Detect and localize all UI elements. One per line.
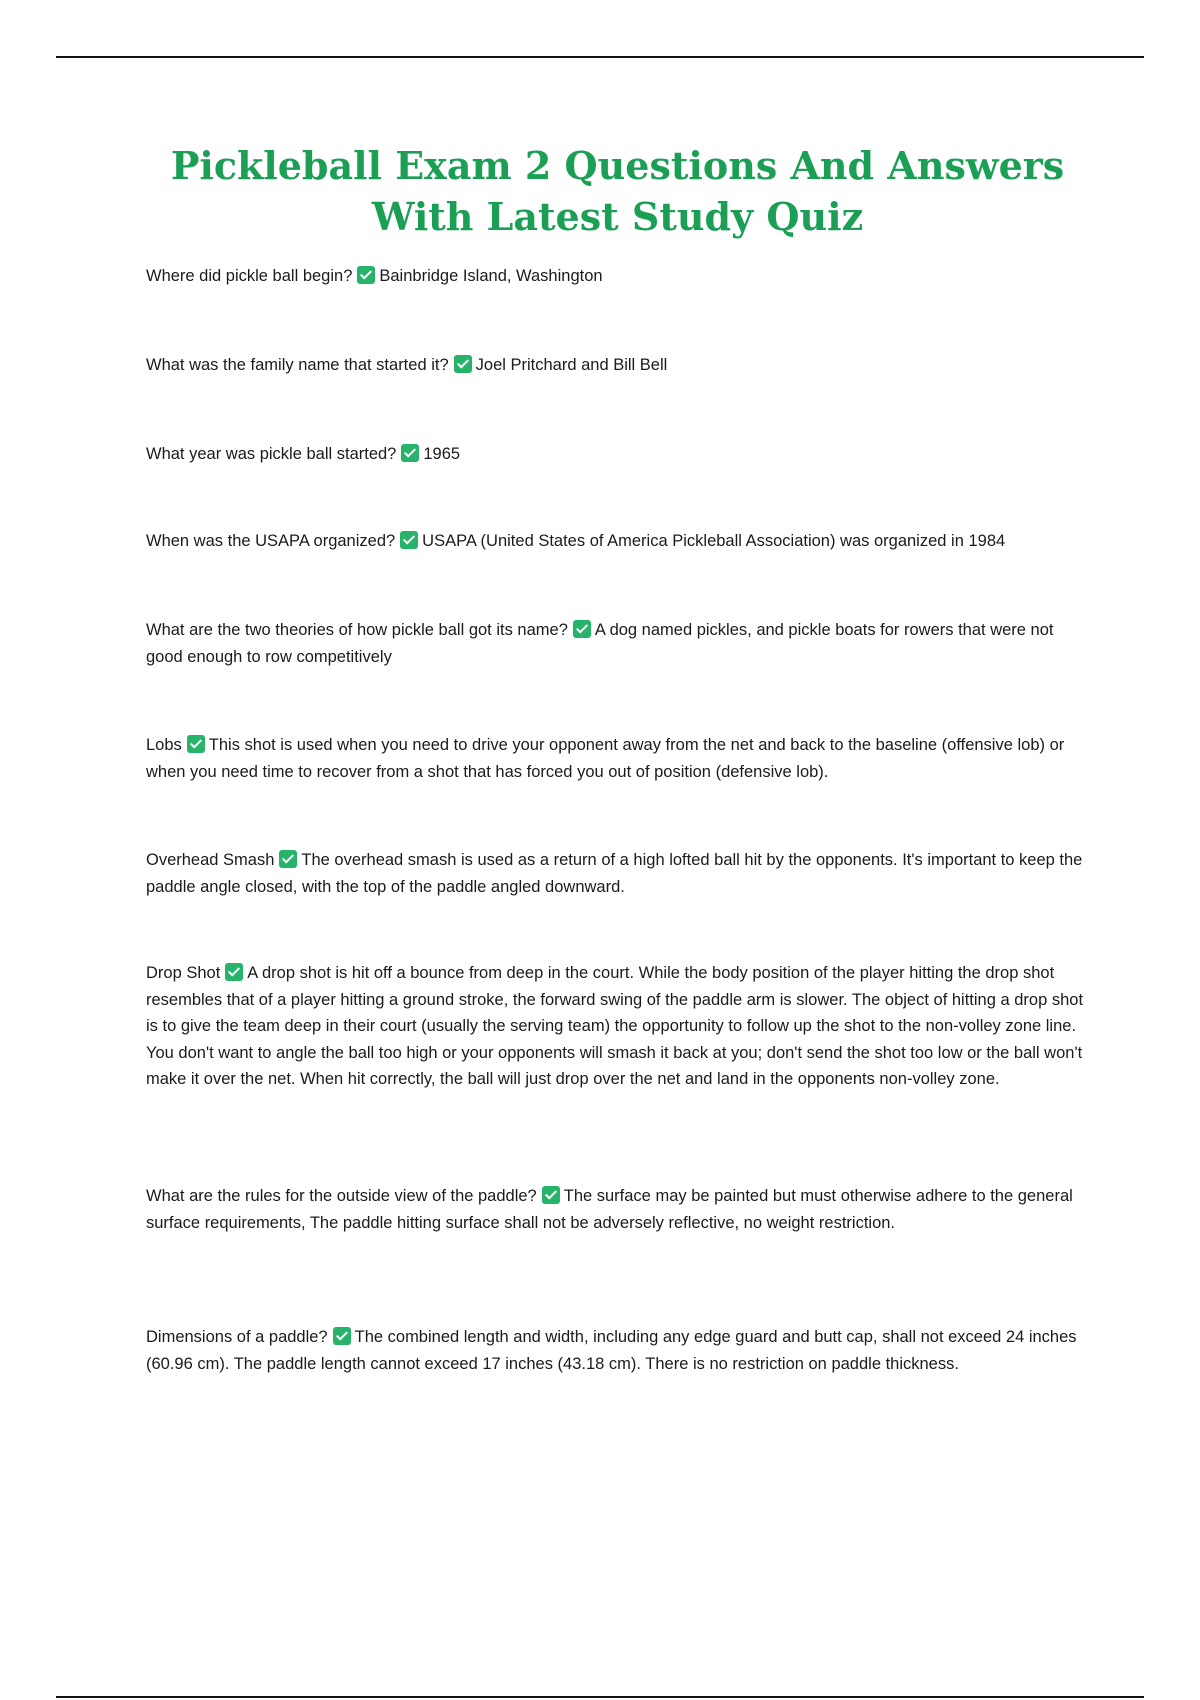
question-text: Drop Shot [146,964,221,982]
check-mark-icon [454,355,472,373]
qa-item-2 [146,352,1091,379]
check-mark-icon [225,963,243,981]
question-text: Lobs [146,736,182,754]
qa-item-5 [146,617,1091,670]
answer-text: Joel Pritchard and Bill Bell [475,356,668,374]
check-mark-icon [279,850,297,868]
document-title: Pickleball Exam 2 Questions And Answers With Latest Study Quiz [170,143,1065,239]
answer-text: A dog named pickles, and pickle boats for rowers that were not good enough to row competitively [146,621,1054,666]
question-text: When was the USAPA organized? [146,532,396,550]
question-text: What year was pickle ball started? [146,445,397,463]
answer-text: The surface may be painted but must otherwise adhere to the general surface requirements, The paddle hitting surface shall not be adversely reflective, no weight restriction. [146,1187,1073,1232]
question-text: Dimensions of a paddle? [146,1328,328,1346]
qa-item-6 [146,732,1091,785]
qa-item-4 [146,528,1091,555]
qa-item-9 [146,1183,1091,1236]
answer-text: The overhead smash is used as a return of a high lofted ball hit by the opponents. It's important to keep the paddle angle closed, with the top of the paddle angled downward. [146,851,1083,896]
qa-item-7 [146,847,1091,900]
check-mark-icon [357,266,375,284]
top-divider [56,56,1144,58]
answer-text: The combined length and width, including any edge guard and butt cap, shall not exceed 24 inches (60.96 cm). The paddle length cannot exceed 17 inches (43.18 cm). There is no restriction on paddle thickness. [146,1328,1077,1373]
question-text: What was the family name that started it? [146,356,449,374]
check-mark-icon [573,620,591,638]
answer-text: Bainbridge Island, Washington [379,267,603,285]
check-mark-icon [187,735,205,753]
question-text: What are the two theories of how pickle ball got its name? [146,621,568,639]
check-mark-icon [333,1327,351,1345]
question-text: What are the rules for the outside view of the paddle? [146,1187,537,1205]
check-mark-icon [401,444,419,462]
bottom-divider [56,1696,1144,1698]
qa-item-8 [146,960,1091,1093]
answer-text: This shot is used when you need to drive your opponent away from the net and back to the baseline (offensive lob) or when you need time to recover from a shot that has forced you out of position (defensive lob). [146,736,1065,781]
qa-item-10 [146,1324,1091,1377]
question-text: Where did pickle ball begin? [146,267,353,285]
qa-item-3 [146,441,1091,468]
qa-item-1 [146,263,1091,290]
check-mark-icon [542,1186,560,1204]
question-text: Overhead Smash [146,851,275,869]
answer-text: A drop shot is hit off a bounce from deep in the court. While the body position of the player hitting the drop shot resembles that of a player hitting a ground stroke, the forward swing of the paddle arm is slower. The object of hitting a drop shot is to give the team deep in their court (usually the serving team) the opportunity to follow up the shot to the non-volley zone line. You don't want to angle the ball too high or your opponents will smash it back at you; don't send the shot too low or the ball won't make it over the net. When hit correctly, the ball will just drop over the net and land in the opponents non-volley zone. [146,964,1084,1088]
answer-text: 1965 [423,445,461,463]
answer-text: USAPA (United States of America Pickleball Association) was organized in 1984 [422,532,1006,550]
check-mark-icon [400,531,418,549]
